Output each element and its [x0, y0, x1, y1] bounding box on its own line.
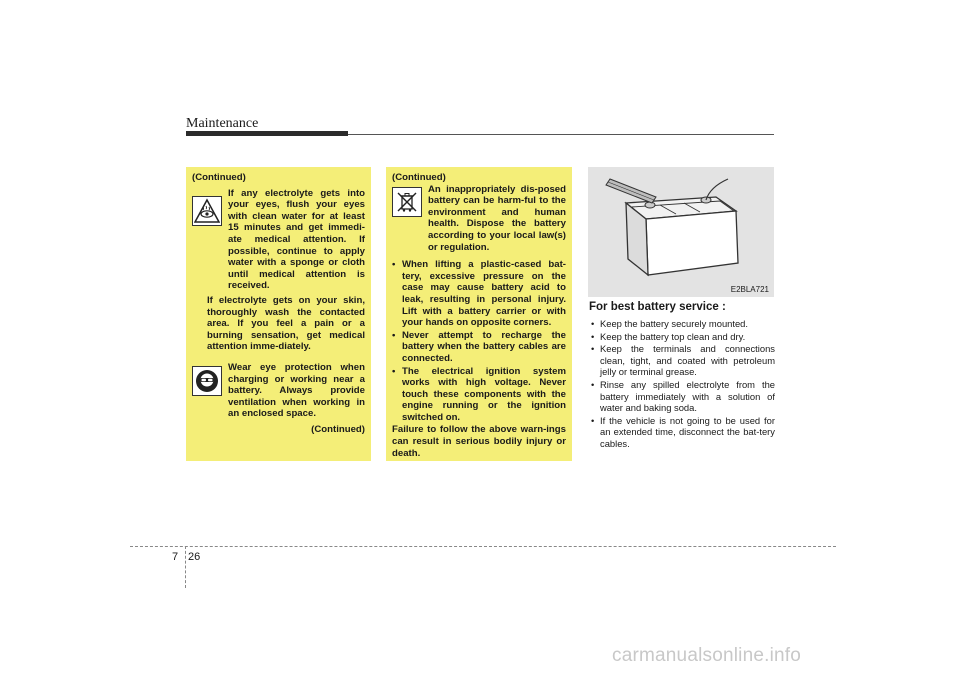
list-item: • The electrical ignition system works with high voltage. Never touch these components with the engine running or the ignition switched on.: [392, 366, 566, 424]
eye-protection-text: Wear eye protection when charging or working near a battery. Always provide ventilation when working in an enclosed space.: [228, 361, 365, 420]
list-item: • Rinse any spilled electrolyte from the battery immediately with a solution of water and baking soda.: [589, 379, 775, 414]
continued-label-top: (Continued): [192, 172, 246, 183]
continued-label-bottom: (Continued): [311, 423, 365, 435]
list-item: • Keep the battery securely mounted.: [589, 318, 775, 330]
page-number: 26: [188, 551, 201, 563]
eye-flush-block: [192, 188, 365, 292]
goggles-icon: [192, 366, 222, 396]
warning-bullet-list: [392, 259, 566, 423]
list-item: • If the vehicle is not going to be used for an extended time, disconnect the bat-tery cables.: [589, 415, 775, 450]
continued-label-top: (Continued): [392, 172, 446, 183]
list-item: • When lifting a plastic-cased bat-tery, excessive pressure on the case may cause battery acid to leak, resulting in personal injury. Lift with a battery carrier or with your hands on opposite corners.: [392, 259, 566, 329]
service-list: [589, 318, 775, 451]
figure-caption: E2BLA721: [730, 285, 769, 294]
eye-protection-block: [192, 362, 365, 420]
footer-divider: [185, 546, 186, 588]
footer-rule: [130, 546, 836, 547]
list-item: • Keep the terminals and connections clean, tight, and coated with petroleum jelly or terminal grease.: [589, 343, 775, 378]
closing-warning-text: Failure to follow the above warn-ings can result in serious bodily injury or death.: [392, 424, 566, 459]
battery-illustration: [588, 167, 774, 297]
warning-box-left: [186, 167, 371, 461]
page-section-title: Maintenance: [186, 116, 259, 131]
eye-flush-text: If any electrolyte gets into your eyes, flush your eyes with clean water for at least 15 minutes and get immedi-ate medical attention. If possible, continue to apply water with a sponge or cloth until medical attention is received.: [228, 187, 365, 292]
battery-figure: [588, 167, 774, 297]
eye-flush-warning-icon: [192, 196, 222, 226]
header-accent-bar: [186, 131, 348, 136]
chapter-number: 7: [172, 551, 179, 563]
crossed-out-bin-icon: [392, 187, 422, 217]
list-item: • Never attempt to recharge the battery when the battery cables are connected.: [392, 330, 566, 365]
warning-box-right: [386, 167, 572, 461]
header-rule: [348, 134, 774, 135]
list-item: • Keep the battery top clean and dry.: [589, 331, 775, 343]
skin-wash-text: If electrolyte gets on your skin, thoroughly wash the contacted area. If you feel a pain or a burning sensation, get medical attention imme-diately.: [207, 294, 365, 353]
disposal-text: An inappropriately dis-posed battery can be harm-ful to the environment and human health. Dispose the battery according to your local law(s) or regulation.: [428, 183, 566, 253]
disposal-block: [392, 184, 566, 254]
service-heading: For best battery service :: [589, 301, 726, 313]
watermark: carmanualsonline.info: [612, 645, 802, 666]
